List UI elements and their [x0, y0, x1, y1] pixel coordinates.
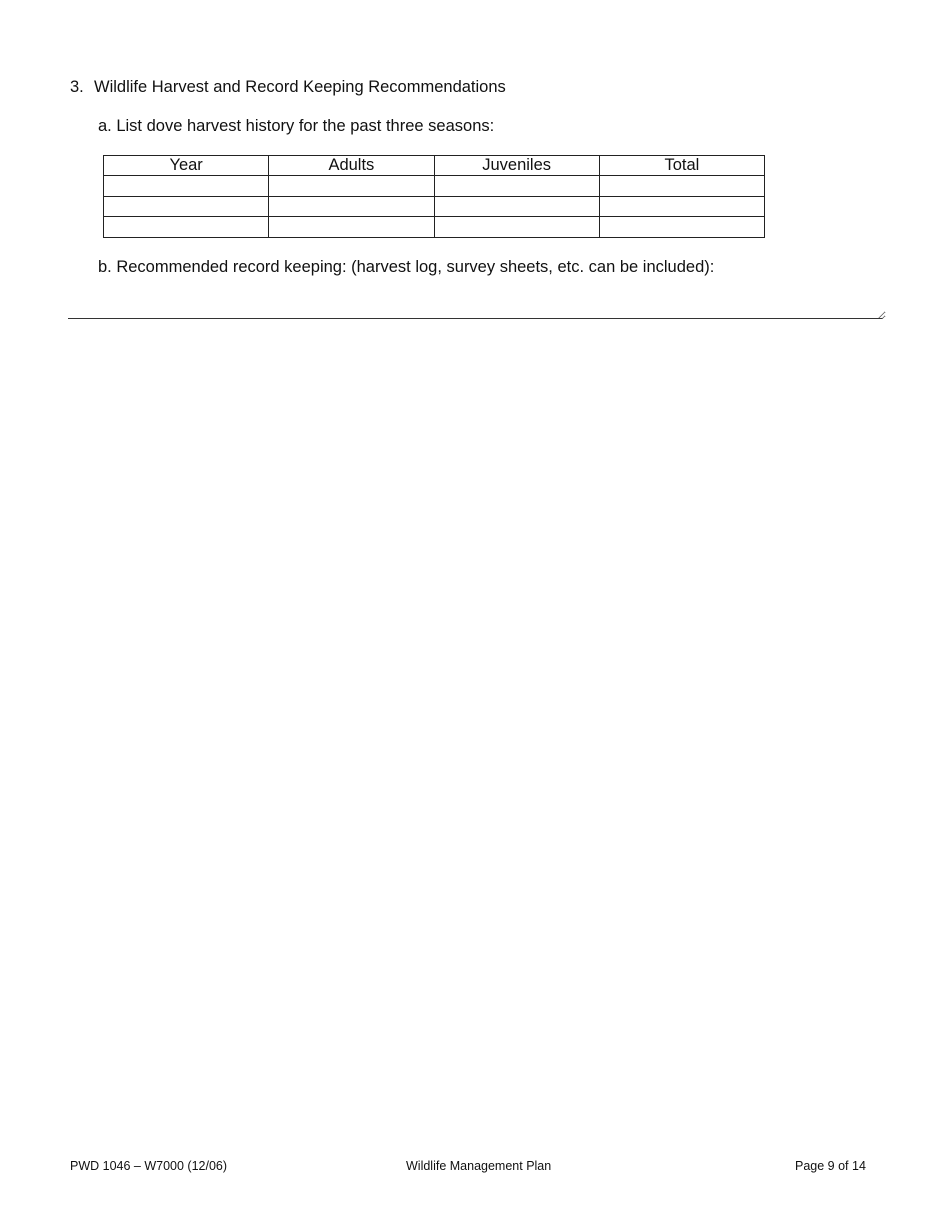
column-header-total: Total — [599, 156, 764, 176]
table-cell — [104, 196, 269, 217]
table-cell — [434, 196, 599, 217]
section-title: Wildlife Harvest and Record Keeping Recommendations — [94, 78, 506, 96]
record-keeping-answer-field[interactable] — [68, 284, 886, 320]
table-cell — [599, 196, 764, 217]
column-header-juveniles: Juveniles — [434, 156, 599, 176]
table-row — [104, 176, 765, 197]
table-cell — [104, 176, 269, 197]
juveniles-field[interactable] — [435, 197, 599, 216]
table-row — [104, 217, 765, 238]
table-cell — [434, 176, 599, 197]
year-field[interactable] — [104, 197, 268, 216]
question-b-label: b. Recommended record keeping: (harvest log, survey sheets, etc. can be included): — [98, 258, 715, 276]
adults-field[interactable] — [269, 217, 433, 236]
total-field[interactable] — [600, 197, 764, 216]
juveniles-field[interactable] — [435, 217, 599, 236]
footer-form-id: PWD 1046 – W7000 (12/06) — [70, 1159, 228, 1173]
adults-field[interactable] — [269, 197, 433, 216]
question-a-label: a. List dove harvest history for the past three seasons: — [98, 117, 495, 135]
answer-line-divider — [68, 318, 882, 319]
footer-page-number: Page 9 of 14 — [795, 1159, 866, 1173]
table-cell — [599, 217, 764, 238]
section-number: 3. — [70, 78, 84, 96]
table-cell — [104, 217, 269, 238]
dove-harvest-table — [103, 155, 765, 238]
juveniles-field[interactable] — [435, 176, 599, 195]
adults-field[interactable] — [269, 176, 433, 195]
table-cell — [434, 217, 599, 238]
footer-doc-title: Wildlife Management Plan — [406, 1159, 552, 1173]
section-heading — [70, 78, 506, 97]
table-cell — [269, 176, 434, 197]
column-header-adults: Adults — [269, 156, 434, 176]
table-cell — [269, 196, 434, 217]
column-header-year: Year — [104, 156, 269, 176]
year-field[interactable] — [104, 217, 268, 236]
table-header-row — [104, 156, 765, 176]
total-field[interactable] — [600, 217, 764, 236]
year-field[interactable] — [104, 176, 268, 195]
total-field[interactable] — [600, 176, 764, 195]
table-cell — [269, 217, 434, 238]
table-cell — [599, 176, 764, 197]
table-row — [104, 196, 765, 217]
